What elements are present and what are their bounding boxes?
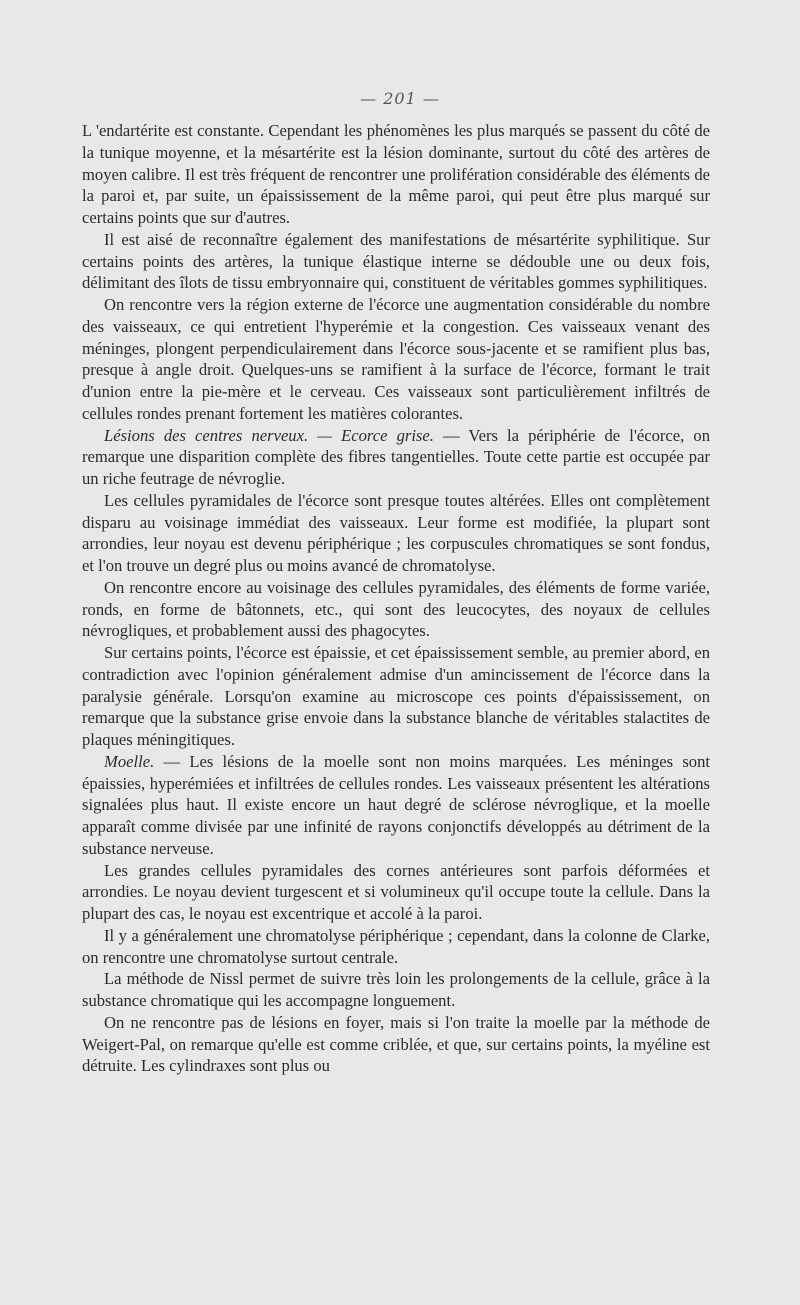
paragraph-text: Les grandes cellules pyramidales des cornes antérieures sont parfois déformées et arrondies. Le noyau devient turgescent et si volumineux qu'il occupe toute la cellule. Dans la plupart des cas, le noyau est excentrique et accolé à la paroi. [82,860,710,923]
paragraph-text: On rencontre vers la région externe de l'écorce une augmentation considérable du nombre des vaisseaux, ce qui entretient l'hyperémie et la congestion. Ces vaisseaux venant des méninges, plongent perpendiculairement dans l'écorce sous-jacente et se ramifient plus bas, presque à angle droit. Quelques-uns se ramifient à la surface de l'écorce, formant le trait d'union entre la pie-mère et le cerveau. Ces vaisseaux sont particulièrement infiltrés de cellules rondes prenant fortement les matières colorantes. [82,295,710,423]
paragraph [82,968,710,1012]
paragraph-text: Les cellules pyramidales de l'écorce sont presque toutes altérées. Elles ont complètement disparu au voisinage immédiat des vaisseaux. Leur forme est modifiée, la plupart sont arrondies, leur noyau est devenu périphérique ; les corpuscules chromatiques se sont fondus, et l'on trouve un degré plus ou moins avancé de chromatolyse. [82,490,710,575]
paragraph [82,860,710,925]
paragraph [82,120,710,229]
paragraph-text: L 'endartérite est constante. Cependant les phénomènes les plus marqués se passent du côté de la tunique moyenne, et la mésartérite est la lésion dominante, surtout du côté des artères de moyen calibre. Il est très fréquent de rencontrer une prolifération considérable des éléments de la paroi et, par suite, un épaississement de la même paroi, qui peut être plus marqué sur certains points que sur d'autres. [82,121,710,227]
paragraph [82,425,710,490]
section-heading: Moelle. [104,751,155,771]
paragraph-text: Il est aisé de reconnaître également des manifestations de mésartérite syphilitique. Sur certains points des artères, la tunique élastique interne se dédouble une ou deux fois, délimitant des îlots de tissu embryonnaire qui, constituent de véritables gommes syphilitiques. [82,229,710,293]
paragraph [82,1012,710,1077]
paragraph-text: — Vers la périphérie de l'écorce, on remarque une disparition complète des fibres tangentielles. Toute cette partie est occupée par un riche feutrage de névroglie. [82,425,710,488]
paragraph-text: La méthode de Nissl permet de suivre très loin les prolongements de la cellule, grâce à la substance chromatique qui les accompagne longuement. [82,969,710,1010]
paragraph-text: — Les lésions de la moelle sont non moins marquées. Les méninges sont épaissies, hyperémiées et infiltrées de cellules rondes. Les vaisseaux présentent les altérations signalées plus haut. Il existe encore un haut degré de sclérose névroglique, et la moelle apparaît comme divisée par une infinité de rayons conjonctifs développés au détriment de la substance nerveuse. [82,751,710,858]
paragraph-text: Il y a généralement une chromatolyse périphérique ; cependant, dans la colonne de Clarke, on rencontre une chromatolyse surtout centrale. [82,925,710,967]
paragraph [82,751,710,860]
section-heading: Lésions des centres nerveux. — Ecorce grise. [104,425,434,445]
paragraph [82,925,710,969]
paragraph [82,642,710,751]
paragraph-text: On rencontre encore au voisinage des cellules pyramidales, des éléments de forme variée, ronds, en forme de bâtonnets, etc., qui sont des leucocytes, des noyaux de cellules névrogliques, et probablement aussi des phagocytes. [82,577,710,641]
paragraph-text: On ne rencontre pas de lésions en foyer, mais si l'on traite la moelle par la méthode de Weigert-Pal, on remarque qu'elle est comme criblée, et que, sur certains points, la myéline est détruite. Les cylindraxes sont plus ou [82,1012,710,1076]
paragraph [82,229,710,294]
paragraph-text: Sur certains points, l'écorce est épaissie, et cet épaississement semble, au premier abord, en contradiction avec l'opinion généralement admise d'un amincissement de l'écorce dans la paralysie générale. Lorsqu'on examine au microscope ces points d'épaississement, on remarque que la substance grise envoie dans la substance blanche de véritables stalactites de plaques méningitiques. [82,643,710,749]
body-text [82,120,710,1077]
paragraph [82,294,710,425]
paragraph [82,577,710,642]
paragraph [82,490,710,577]
page-number: — 201 — [360,89,440,108]
